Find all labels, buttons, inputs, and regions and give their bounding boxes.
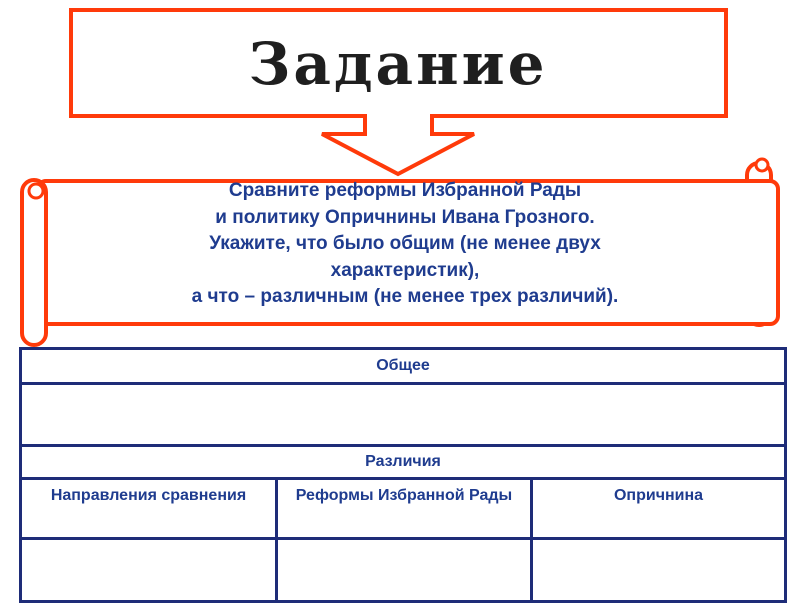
differences-header: Различия: [21, 446, 786, 479]
column-header-oprichnina: Опричнина: [532, 479, 786, 539]
task-instructions: [60, 178, 750, 311]
column-header-comparison: Направления сравнения: [21, 479, 277, 539]
table-row: [21, 446, 786, 479]
table-row: [21, 384, 786, 446]
page-title: Задание: [248, 30, 548, 98]
task-line: и политику Опричнины Ивана Грозного.: [215, 206, 595, 228]
answer-cell[interactable]: [277, 539, 532, 602]
task-line: Укажите, что было общим (не менее двух: [209, 233, 601, 254]
common-header: Общее: [21, 349, 786, 384]
table-row: [21, 539, 786, 602]
answer-cell[interactable]: [21, 539, 277, 602]
table-row: [21, 349, 786, 384]
task-line: характеристик),: [330, 259, 480, 281]
common-answer-cell[interactable]: [21, 384, 786, 446]
table-row: [21, 479, 786, 539]
task-line: а что – различным (не менее трех различий).: [191, 286, 619, 307]
column-header-reforms: Реформы Избранной Рады: [277, 479, 532, 539]
comparison-table: [19, 347, 787, 603]
task-line: Сравните реформы Избранной Рады: [228, 180, 582, 201]
answer-cell[interactable]: [532, 539, 786, 602]
